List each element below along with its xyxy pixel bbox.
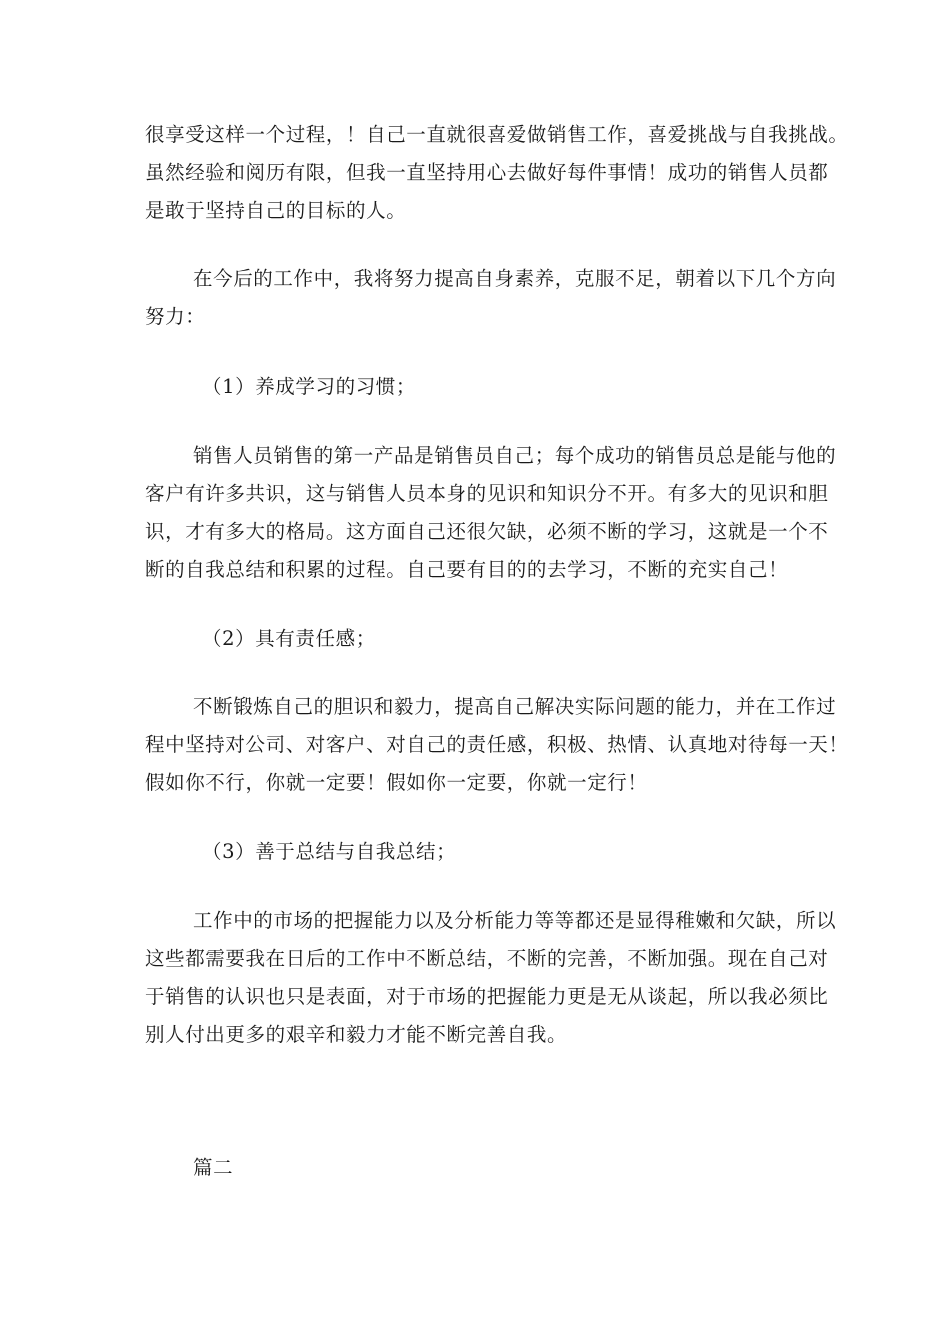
list-item-1: （1）养成学习的习惯； (202, 375, 417, 398)
paragraph-5-line-1: 工作中的市场的把握能力以及分析能力等等都还是显得稚嫩和欠缺，所以 (193, 909, 837, 932)
paragraph-5-line-3: 于销售的认识也只是表面，对于市场的把握能力更是无从谈起，所以我必须比 (145, 985, 829, 1008)
section-heading: 篇二 (193, 1156, 234, 1179)
paragraph-1-line-2: 虽然经验和阅历有限，但我一直坚持用心去做好每件事情！成功的销售人员都 (145, 161, 829, 184)
paragraph-5-line-2: 这些都需要我在日后的工作中不断总结，不断的完善，不断加强。现在自己对 (145, 947, 829, 970)
paragraph-3-line-1: 销售人员销售的第一产品是销售员自己；每个成功的销售员总是能与他的 (193, 444, 837, 467)
paragraph-2-line-2: 努力： (145, 305, 206, 328)
paragraph-1-line-1: 很享受这样一个过程，！自己一直就很喜爱做销售工作，喜爱挑战与自我挑战。 (145, 123, 849, 146)
paragraph-3-line-4: 断的自我总结和积累的过程。自己要有目的的去学习，不断的充实自己！ (145, 558, 789, 581)
paragraph-4-line-2: 程中坚持对公司、对客户、对自己的责任感，积极、热情、认真地对待每一天！ (145, 733, 849, 756)
paragraph-3-line-2: 客户有许多共识，这与销售人员本身的见识和知识分不开。有多大的见识和胆 (145, 482, 829, 505)
paragraph-3-line-3: 识，才有多大的格局。这方面自己还很欠缺，必须不断的学习，这就是一个不 (145, 520, 829, 543)
paragraph-4-line-3: 假如你不行，你就一定要！假如你一定要，你就一定行！ (145, 771, 648, 794)
paragraph-1-line-3: 是敢于坚持自己的目标的人。 (145, 199, 407, 222)
paragraph-4-line-1: 不断锻炼自己的胆识和毅力，提高自己解决实际问题的能力，并在工作过 (193, 695, 837, 718)
list-item-2: （2）具有责任感； (202, 627, 376, 650)
paragraph-2-line-1: 在今后的工作中，我将努力提高自身素养，克服不足，朝着以下几个方向 (193, 267, 837, 290)
paragraph-5-line-4: 别人付出更多的艰辛和毅力才能不断完善自我。 (145, 1023, 568, 1046)
list-item-3: （3）善于总结与自我总结； (202, 840, 457, 863)
